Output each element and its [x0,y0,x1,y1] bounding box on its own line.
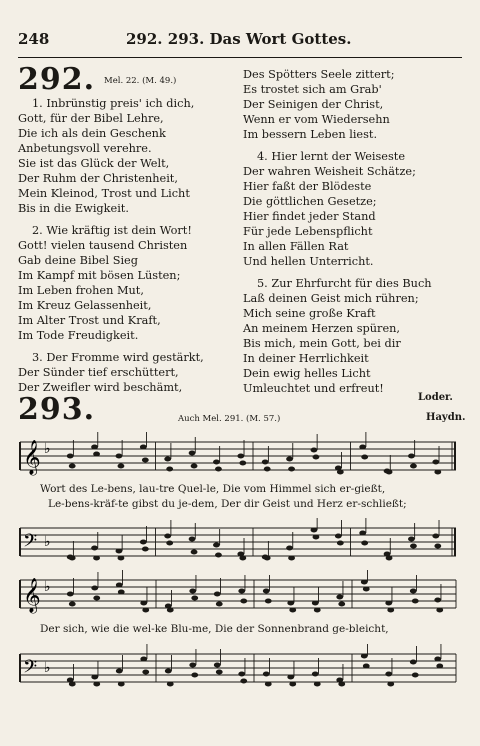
note-head [238,589,245,594]
note-head [140,540,147,545]
note-head [385,672,392,677]
verse-line: Bis mich, mein Gott, bei dir [243,337,401,350]
note-head [338,602,345,607]
note-head [387,608,394,613]
note-head [432,460,439,465]
verse-line: Der Ruhm der Christenheit, [18,172,178,185]
note-head [311,448,318,453]
bass-staff-1 [18,518,462,566]
verse-line: Anbetungsvoll verehre. [18,142,152,155]
note-head [436,608,443,613]
note-head [314,682,321,687]
note-head [410,544,417,549]
note-head [410,464,417,469]
verse-line: 3. Der Fromme wird gestärkt, [32,351,204,364]
note-head [67,454,74,459]
note-head [191,596,198,601]
note-head [359,531,366,536]
note-head [286,546,293,551]
bass-1-notes [67,518,441,561]
lyrics-line-1a: Wort des Le-bens, lau-tre Quel-le, Die vom Himmel sich er-gießt, [40,483,386,495]
hymn-293-composer: Haydn. [426,412,466,423]
svg-text:♭: ♭ [44,441,51,457]
note-head [116,454,123,459]
note-head [215,553,222,558]
stanza-gap [243,142,432,149]
note-head [69,602,76,607]
note-head [288,556,295,561]
verse-line: Mich seine große Kraft [243,307,376,320]
bass-2-notes [67,644,443,687]
note-head [434,470,441,475]
note-head [140,657,147,662]
note-head [189,663,196,668]
verse-line: Die göttlichen Gesetze; [243,195,377,208]
verse-line: In allen Fällen Rat [243,240,349,253]
lyrics-line-2: Der sich, wie die wel-ke Blu-me, Die der Sonnenbrand ge-bleicht, [40,623,389,635]
note-head [312,672,319,677]
note-head [287,675,294,680]
note-head [239,556,246,561]
note-head [214,663,221,668]
note-head [91,675,98,680]
note-head [116,549,123,554]
svg-text:𝄢: 𝄢 [23,531,38,556]
hymn-292-number: 292. [18,62,96,97]
verse-line: Umleuchtet und erfreut! [243,382,384,395]
note-head [91,445,98,450]
verse-line: Die ich als dein Geschenk [18,127,166,140]
note-head [385,601,392,606]
note-head [91,546,98,551]
note-head [289,608,296,613]
svg-text:♭: ♭ [44,534,51,550]
verse-line: Wenn er vom Wiedersehn [243,113,390,126]
hymn-292-left-column [18,96,204,395]
verse-line: Im bessern Leben liest. [243,128,378,141]
note-head [361,580,368,585]
hymn-292-melody: Mel. 22. (M. 49.) [104,76,177,86]
svg-text:♭: ♭ [44,660,51,676]
note-head [289,682,296,687]
note-head [189,451,196,456]
svg-text:𝄞: 𝄞 [23,440,41,475]
verse-line: Der Sünder tief erschüttert, [18,366,179,379]
stanza-gap [18,216,204,223]
note-head [191,673,198,678]
verse-line: Es trostet sich am Grab' [243,83,382,96]
note-head [434,544,441,549]
note-head [118,590,125,595]
hymn-292-author: Loder. [418,392,453,403]
verse-line: 1. Inbrünstig preis' ich dich, [32,97,195,110]
treble-staff-1-notation [18,432,462,480]
note-head [361,541,368,546]
verse-line: Sie ist das Glück der Welt, [18,157,170,170]
note-head [142,458,149,463]
note-head [214,592,221,597]
verse-line: Der Seinigen der Christ, [243,98,384,111]
verse-line: In deiner Herrlichkeit [243,352,369,365]
running-title: 292. 293. Das Wort Gottes. [126,30,352,48]
bass-staff-2 [18,644,462,692]
note-head [216,602,223,607]
verse-line: Gott! vielen tausend Christen [18,239,188,252]
svg-text:𝄞: 𝄞 [23,578,41,613]
note-head [167,608,174,613]
bass-staff-2-notation [18,644,462,692]
note-head [264,556,271,561]
verse-line: Mein Kleinod, Trost und Licht [18,187,190,200]
verse-line: An meinem Herzen spüren, [243,322,400,335]
note-head [265,599,272,604]
note-head [165,669,172,674]
svg-text:𝄢: 𝄢 [23,657,38,682]
note-head [336,595,343,600]
note-head [238,672,245,677]
hymn-293-number: 293. [18,392,96,427]
note-head [240,679,247,684]
note-head [386,470,393,475]
svg-text:♭: ♭ [44,579,51,595]
note-head [118,682,125,687]
treble-staff-2-notation [18,570,462,618]
note-head [189,537,196,542]
note-head [67,592,74,597]
note-head [313,535,320,540]
note-head [337,541,344,546]
note-head [263,672,270,677]
verse-line: Bis in die Ewigkeit. [18,202,129,215]
note-head [361,455,368,460]
note-head [118,464,125,469]
note-head [410,589,417,594]
note-head [434,657,441,662]
note-head [69,556,76,561]
note-head [142,670,149,675]
note-head [215,467,222,472]
note-head [164,457,171,462]
page-header [18,30,462,52]
stanza-gap [18,343,204,350]
note-head [264,467,271,472]
verse-line: Des Spötters Seele zittert; [243,68,395,81]
note-head [410,660,417,665]
note-head [69,464,76,469]
verse-line: Im Tode Freudigkeit. [18,329,139,342]
hymn-293-melody: Auch Mel. 291. (M. 57.) [178,414,281,424]
note-head [216,670,223,675]
verse-line: Hier findet jeder Stand [243,210,376,223]
verse-line: Im Leben frohen Mut, [18,284,144,297]
note-head [93,682,100,687]
verse-line: Hier faßt der Blödeste [243,180,372,193]
bass-staff-1-notation [18,518,462,566]
note-head [140,601,147,606]
note-head [314,608,321,613]
note-head [436,664,443,669]
note-head [432,534,439,539]
verse-line: 4. Hier lernt der Weiseste [257,150,406,163]
note-head [189,589,196,594]
note-head [363,664,370,669]
note-head [338,682,345,687]
note-head [408,537,415,542]
note-head [116,669,123,674]
verse-line: Gab deine Bibel Sieg [18,254,138,267]
note-head [118,556,125,561]
note-head [408,454,415,459]
hymn-292-right-column [243,67,432,396]
note-head [288,467,295,472]
note-head [239,461,246,466]
note-head [311,528,318,533]
verse-line: Gott, für der Bibel Lehre, [18,112,164,125]
header-rule [18,57,462,58]
verse-line: 2. Wie kräftig ist dein Wort! [32,224,192,237]
note-head [191,550,198,555]
note-head [93,596,100,601]
stanza-gap [243,269,432,276]
note-head [140,445,147,450]
note-head [69,682,76,687]
note-head [191,464,198,469]
verse-line: Der wahren Weisheit Schätze; [243,165,416,178]
note-head [313,455,320,460]
note-head [263,589,270,594]
note-head [434,598,441,603]
note-head [363,587,370,592]
note-head [142,547,149,552]
note-head [286,457,293,462]
note-head [386,556,393,561]
note-head [387,682,394,687]
verse-line: 5. Zur Ehrfurcht für dies Buch [257,277,432,290]
note-head [361,654,368,659]
note-head [91,586,98,591]
verse-line: Und hellen Unterricht. [243,255,374,268]
note-head [312,601,319,606]
verse-line: Im Kampf mit bösen Lüsten; [18,269,181,282]
note-head [213,543,220,548]
lyrics-line-1b: Le-bens-kräf-te gibst du je-dem, Der dir Geist und Herz er-schließt; [48,498,407,510]
treble-staff-2 [18,570,462,618]
verse-line: Für jede Lebenspflicht [243,225,373,238]
note-head [93,556,100,561]
note-head [164,534,171,539]
verse-line: Laß deinen Geist mich rühren; [243,292,419,305]
note-head [359,445,366,450]
note-head [237,454,244,459]
page-number: 248 [18,30,50,48]
note-head [412,599,419,604]
verse-line: Der Zweifler wird beschämt, [18,381,183,394]
note-head [265,682,272,687]
note-head [337,470,344,475]
note-head [116,583,123,588]
treble-1-notes [67,432,441,475]
note-head [167,682,174,687]
note-head [93,452,100,457]
note-head [412,673,419,678]
note-head [240,599,247,604]
treble-2-notes [67,570,443,613]
note-head [335,534,342,539]
note-head [166,467,173,472]
verse-line: Dein ewig helles Licht [243,367,371,380]
note-head [287,601,294,606]
note-head [213,460,220,465]
note-head [142,608,149,613]
verse-line: Im Alter Trost und Kraft, [18,314,161,327]
note-head [262,460,269,465]
verse-line: Im Kreuz Gelassenheit, [18,299,152,312]
note-head [166,541,173,546]
treble-staff-1 [18,432,462,480]
